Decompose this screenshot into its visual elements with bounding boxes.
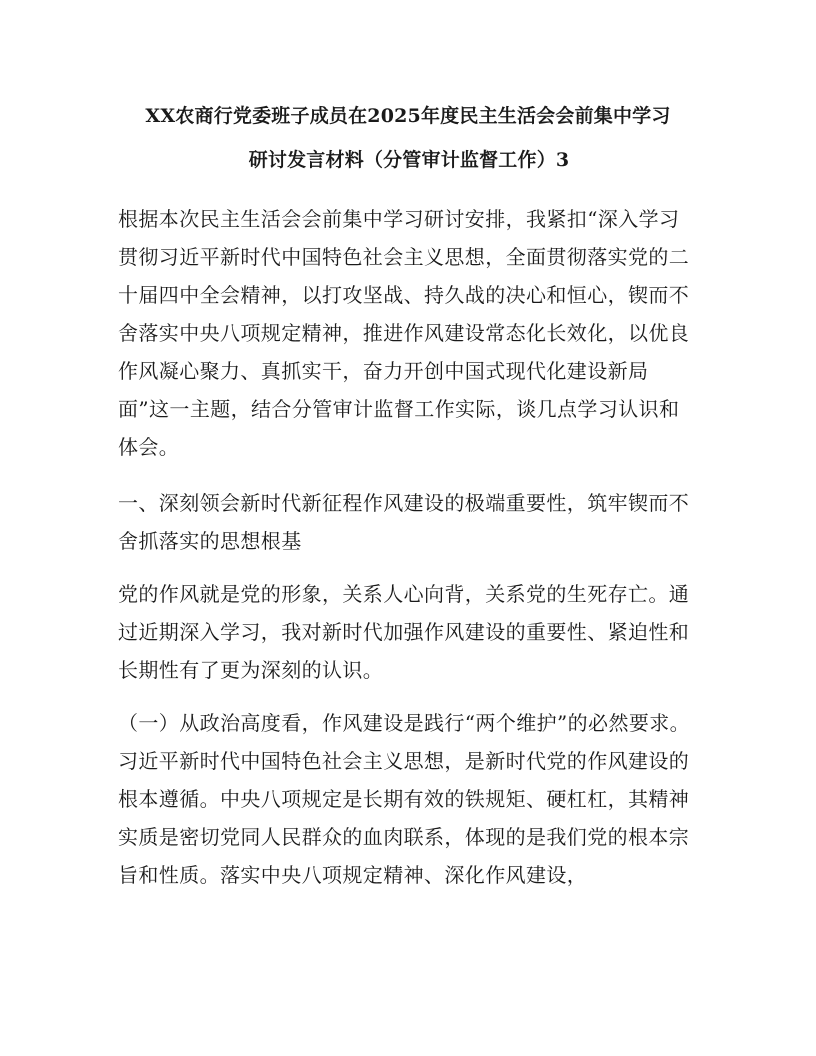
section-heading-1: 一、深刻领会新时代新征程作风建设的极端重要性，筑牢锲而不舍抓落实的思想根基 [118,491,690,553]
body-paragraph-1: 党的作风就是党的形象，关系人心向背，关系党的生死存亡。通过近期深入学习，我对新时代加强作风建设的重要性、紧迫性和长期性有了更为深刻的认识。 [118,582,690,682]
title-line-2: 研讨发言材料（分管审计监督工作）3 [248,149,570,171]
body-paragraph-2: （一）从政治高度看，作风建设是践行“两个维护”的必然要求。习近平新时代中国特色社会主义思想，是新时代党的作风建设的根本遵循。中央八项规定是长期有效的铁规矩、硬杠杠，其精神实质是密切党同人民群众的血肉联系，体现的是我们党的根本宗旨和性质。落实中央八项规定精神、深化作风建设， [118,711,691,887]
title-line-1: XX农商行党委班子成员在2025年度民主生活会会前集中学习 [145,105,671,127]
intro-paragraph: 根据本次民主生活会会前集中学习研讨安排，我紧扣“深入学习贯彻习近平新时代中国特色社会主义思想，全面贯彻落实党的二十届四中全会精神，以打攻坚战、持久战的决心和恒心，锲而不舍落实中央八项规定精神，推进作风建设常态化长效化，以优良作风凝心聚力、真抓实干，奋力开创中国式现代化建设新局面”这一主题，结合分管审计监督工作实际，谈几点学习认识和体会。 [118,207,690,459]
document-title [118,94,698,182]
